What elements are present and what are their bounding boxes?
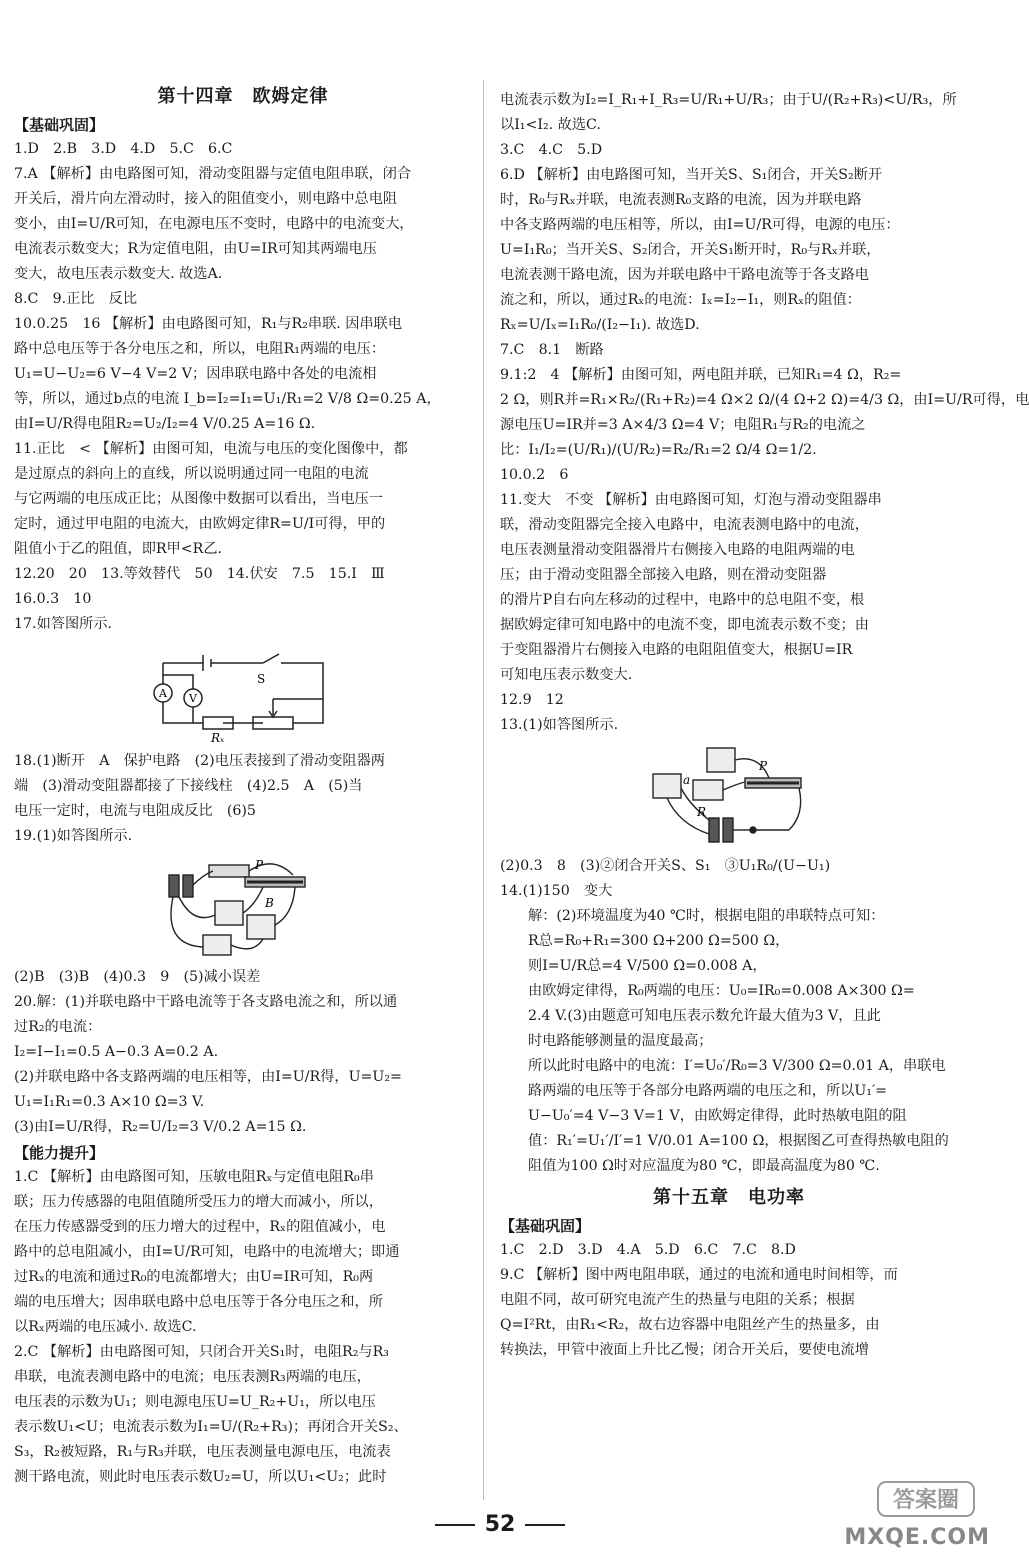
answer-line: 1.C 2.D 3.D 4.A 5.D 6.C 7.C 8.D	[500, 1242, 796, 1258]
watermark-text: MXQE.COM	[844, 1525, 990, 1550]
answer-line: 压；由于滑动变阻器全部接入电路，则在滑动变阻器	[500, 567, 827, 583]
answer-line: 时，R₀与Rₓ并联，电流表测R₀支路的电流，因为并联电路	[500, 192, 862, 208]
answer-line: 过Rₓ的电流和通过R₀的电流都增大；由U=IR可知，R₀两	[14, 1269, 374, 1285]
answer-line: 路两端的电压等于各部分电路两端的电压之和，所以U₁′=	[528, 1083, 888, 1099]
answer-line: 2.4 V.(3)由题意可知电压表示数允许最大值为3 V，且此	[528, 1008, 881, 1024]
answer-line: 19.(1)如答图所示.	[14, 828, 133, 844]
answer-line: 中各支路两端的电压相等，所以，由I=U/R可得，电源的电压：	[500, 217, 900, 233]
answer-line: U₁=I₁R₁=0.3 A×10 Ω=3 V.	[14, 1094, 205, 1110]
circuit-photo-13	[649, 744, 809, 848]
answer-line: 12.20 20 13.等效替代 50 14.伏安 7.5 15.Ⅰ Ⅲ	[14, 566, 385, 582]
answer-line: 源电压U=IR并=3 A×4/3 Ω=4 V；电阻R₁与R₂的电流之	[500, 417, 866, 433]
answer-line: 13.(1)如答图所示.	[500, 717, 619, 733]
node-label: a	[683, 773, 691, 787]
answer-line: 16.0.3 10	[14, 591, 92, 607]
answer-line: 电压一定时，电流与电阻成反比 (6)5	[14, 803, 256, 819]
answer-line: 于变阻器滑片右侧接入电路的电阻阻值变大，根据U=IR	[500, 642, 853, 658]
answer-line: 等，所以，通过b点的电流 I_b=I₂=I₁=U₁/R₁=2 V/8 Ω=0.25 A，	[14, 391, 441, 407]
slider-label: P	[759, 759, 768, 773]
answer-line: U=I₁R₀；当开关S、S₂闭合，开关S₁断开时，R₀与Rₓ并联，	[500, 242, 881, 258]
terminal-label: B	[265, 896, 274, 910]
answer-line: 可知电压表示数变大.	[500, 667, 633, 683]
column-divider	[483, 80, 484, 1500]
answer-line: 由欧姆定律得，R₀两端的电压：U₀=IR₀=0.008 A×300 Ω=	[528, 983, 915, 999]
answer-line: 7.A 【解析】由电路图可知，滑动变阻器与定值电阻串联，闭合	[14, 166, 412, 182]
answer-line: 所以此时电路中的电流：I′=U₀′/R₀=3 V/300 Ω=0.01 A，串联电	[528, 1058, 946, 1074]
answer-line: 比：I₁/I₂=(U/R₁)/(U/R₂)=R₂/R₁=2 Ω/4 Ω=1/2.	[500, 442, 817, 458]
circuit-photo-19	[163, 855, 323, 959]
answer-line: 的滑片P自右向左移动的过程中，电路中的总电阻不变，根	[500, 592, 865, 608]
answer-line: 2 Ω，则R并=R₁×R₂/(R₁+R₂)=4 Ω×2 Ω/(4 Ω+2 Ω)=4/3 Ω，由I=U/R可得，电	[500, 392, 1029, 408]
switch-label: S	[257, 672, 266, 686]
right-column	[500, 88, 1029, 1363]
answer-line: 在压力传感器受到的压力增大的过程中，Rₓ的阻值减小，电	[14, 1219, 386, 1235]
watermark-badge-text: 答案圈	[892, 1488, 960, 1513]
circuit-photo-13-svg	[649, 744, 809, 848]
answer-line: 17.如答图所示.	[14, 616, 113, 632]
answer-line: I₂=I−I₁=0.5 A−0.3 A=0.2 A.	[14, 1044, 219, 1060]
circuit-diagram-17	[153, 643, 333, 743]
answer-line: 与它两端的电压成正比；从图像中数据可以看出，当电压一	[14, 491, 383, 507]
answer-line: 变大，故电压表示数变大. 故选A.	[14, 266, 223, 282]
answer-line: (2)0.3 8 (3)②闭合开关S、S₁ ③U₁R₀/(U−U₁)	[500, 858, 831, 874]
circuit-photo-19-svg	[163, 855, 323, 959]
answer-line: 是过原点的斜向上的直线，所以说明通过同一电阻的电流	[14, 466, 369, 482]
answer-line: 7.C 8.1 断路	[500, 342, 604, 358]
answer-line: U₁=U−U₂=6 V−4 V=2 V；因串联电路中各处的电流相	[14, 366, 377, 382]
answer-line: 端的电压增大；因串联电路中总电压等于各分电压之和，所	[14, 1294, 383, 1310]
section-ability: 【能力提升】	[14, 1144, 105, 1162]
answer-line: Rₓ=U/Iₓ=I₁R₀/(I₂−I₁). 故选D.	[500, 317, 700, 333]
answer-line: (2)B (3)B (4)0.3 9 (5)减小误差	[14, 969, 261, 985]
answer-line: 据欧姆定律可知电路中的电流不变，即电流表示数不变；由	[500, 617, 869, 633]
answer-line: 1.C 【解析】由电路图可知，压敏电阻Rₓ与定值电阻R₀串	[14, 1169, 374, 1185]
answer-line: 10.0.25 16 【解析】由电路图可知，R₁与R₂串联. 因串联电	[14, 316, 403, 332]
answer-line: S₃，R₂被短路，R₁与R₃并联，电压表测量电源电压，电流表	[14, 1444, 391, 1460]
slider-label: P	[255, 858, 264, 872]
answer-line: R总=R₀+R₁=300 Ω+200 Ω=500 Ω，	[528, 933, 790, 949]
chapter-title-14: 第十四章 欧姆定律	[157, 86, 329, 107]
chapter-title-15: 第十五章 电功率	[653, 1187, 805, 1208]
left-column	[14, 78, 472, 1490]
answer-line: 时电路能够测量的温度最高；	[528, 1033, 713, 1049]
answer-line: 9.C 【解析】图中两电阻串联，通过的电流和通电时间相等，而	[500, 1267, 898, 1283]
answer-line: Q=I²Rt，由R₁<R₂，故右边容器中电阻丝产生的热量多，由	[500, 1317, 880, 1333]
answer-line: 18.(1)断开 A 保护电路 (2)电压表接到了滑动变阻器两	[14, 753, 385, 769]
answer-line: 14.(1)150 变大	[500, 883, 613, 899]
answer-line: 解：(2)环境温度为40 ℃时，根据电阻的串联特点可知：	[528, 908, 885, 924]
answer-line: 表示数U₁<U；电流表示数为I₁=U/(R₂+R₃)；再闭合开关S₂、	[14, 1419, 408, 1435]
voltmeter-label: V	[189, 692, 197, 705]
answer-line: 以Rₓ两端的电压减小. 故选C.	[14, 1319, 197, 1335]
answer-line: 电流表示数为I₂=I_R₁+I_R₃=U/R₁+U/R₃；由于U/(R₂+R₃)<U/R₃，所	[500, 92, 957, 108]
answer-line: 11.变大 不变 【解析】由电路图可知，灯泡与滑动变阻器串	[500, 492, 882, 508]
resistor-label: R	[697, 805, 707, 819]
answer-line: 以I₁<I₂. 故选C.	[500, 117, 601, 133]
answer-line: 联，滑动变阻器完全接入电路中，电流表测电路中的电流，	[500, 517, 869, 533]
answer-line: 9.1:2 4 【解析】由图可知，两电阻并联，已知R₁=4 Ω，R₂=	[500, 367, 902, 383]
answer-line: 端 (3)滑动变阻器都接了下接线柱 (4)2.5 A (5)当	[14, 778, 363, 794]
answer-line: 12.9 12	[500, 692, 564, 708]
answer-line: 2.C 【解析】由电路图可知，只闭合开关S₁时，电阻R₂与R₃	[14, 1344, 389, 1360]
answer-line: U−U₀′=4 V−3 V=1 V，由欧姆定律得，此时热敏电阻的阻	[528, 1108, 907, 1124]
answer-line: 路中总电压等于各分电压之和，所以，电阻R₁两端的电压：	[14, 341, 386, 357]
answer-line: 联；压力传感器的电阻值随所受压力的增大而减小，所以，	[14, 1194, 383, 1210]
answer-line: 10.0.2 6	[500, 467, 569, 483]
ammeter-label: A	[159, 687, 167, 700]
answer-line: 串联，电流表测电路中的电流；电压表测R₃两端的电压，	[14, 1369, 371, 1385]
answer-line: 电阻不同，故可研究电流产生的热量与电阻的关系；根据	[500, 1292, 855, 1308]
answer-line: 电流表测干路电流，因为并联电路中干路电流等于各支路电	[500, 267, 869, 283]
answer-line: 定时，通过甲电阻的电流大，由欧姆定律R=U/I可得，甲的	[14, 516, 386, 532]
answer-line: 1.D 2.B 3.D 4.D 5.C 6.C	[14, 141, 233, 157]
answer-line: 开关后，滑片向左滑动时，接入的阻值变小，则电路中总电阻	[14, 191, 398, 207]
answer-line: 值：R₁′=U₁′/I′=1 V/0.01 A=100 Ω，根据图乙可查得热敏电阻的	[528, 1133, 949, 1149]
circuit-diagram-17-svg	[153, 643, 333, 743]
answer-line: 变小，由I=U/R可知，在电源电压不变时，电路中的电流变大，	[14, 216, 414, 232]
page-number-text: 52	[484, 1512, 516, 1537]
answer-line: 过R₂的电流：	[14, 1019, 102, 1035]
answer-line: 11.正比 < 【解析】由图可知，电流与电压的变化图像中，都	[14, 441, 408, 457]
answer-line: 由I=U/R得电阻R₂=U₂/I₂=4 V/0.25 A=16 Ω.	[14, 416, 316, 432]
answer-line: 流之和，所以，通过Rₓ的电流：Iₓ=I₂−I₁，则Rₓ的阻值：	[500, 292, 861, 308]
answer-line: 阻值为100 Ω时对应温度为80 ℃，即最高温度为80 ℃.	[528, 1158, 880, 1174]
answer-line: 电压表测量滑动变阻器滑片右侧接入电路的电阻两端的电	[500, 542, 855, 558]
page-number-dash-left	[435, 1524, 475, 1526]
answer-line: 20.解：(1)并联电路中干路电流等于各支路电流之和，所以通	[14, 994, 398, 1010]
resistor-label: Rₓ	[211, 731, 225, 745]
answer-line: 路中的总电阻减小，由I=U/R可知，电路中的电流增大；即通	[14, 1244, 400, 1260]
answer-line: 8.C 9.正比 反比	[14, 291, 138, 307]
answer-line: 测干路电流，则此时电压表示数U₂=U，所以U₁<U₂；此时	[14, 1469, 387, 1485]
page-number-dash-right	[525, 1524, 565, 1526]
answer-line: (3)由I=U/R得，R₂=U/I₂=3 V/0.2 A=15 Ω.	[14, 1119, 307, 1135]
section-basic-2: 【基础巩固】	[500, 1217, 591, 1235]
section-basic: 【基础巩固】	[14, 116, 105, 134]
answer-line: 3.C 4.C 5.D	[500, 142, 603, 158]
answer-line: 则I=U/R总=4 V/500 Ω=0.008 A，	[528, 958, 767, 974]
answer-line: 电压表的示数为U₁；则电源电压U=U_R₂+U₁，所以电压	[14, 1394, 376, 1410]
answer-line: 转换法，甲管中液面上升比乙慢；闭合开关后，要使电流增	[500, 1342, 869, 1358]
answer-line: 电流表示数变大；R为定值电阻，由U=IR可知其两端电压	[14, 241, 377, 257]
answer-line: 阻值小于乙的阻值，即R甲<R乙.	[14, 541, 223, 557]
answer-line: 6.D 【解析】由电路图可知，当开关S、S₁闭合，开关S₂断开	[500, 167, 883, 183]
answer-line: (2)并联电路中各支路两端的电压相等，由I=U/R得，U=U₂=	[14, 1069, 402, 1085]
